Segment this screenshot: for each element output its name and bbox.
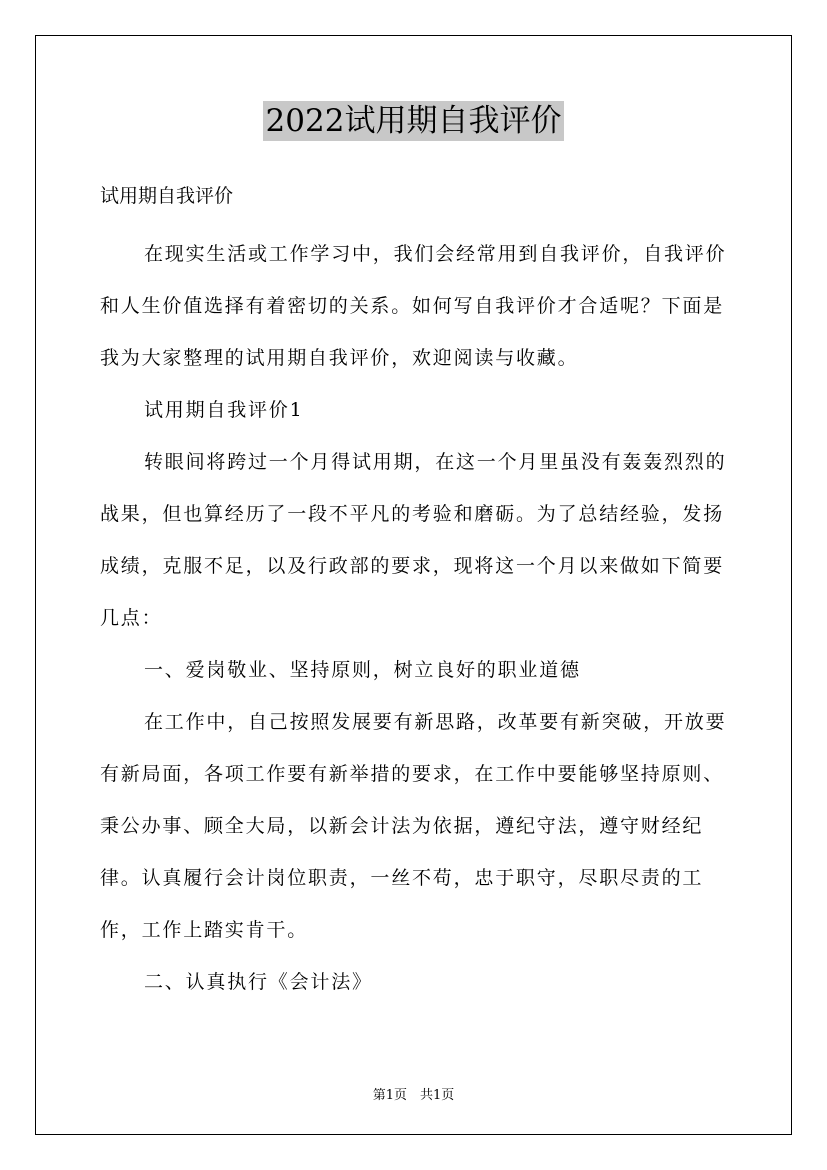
document-title-wrapper [0,100,827,142]
document-title: 2022试用期自我评价 [263,101,565,141]
page-footer: 第1页 共1页 [372,1088,455,1103]
document-body [100,228,740,1008]
paragraph: 转眼间将跨过一个月得试用期，在这一个月里虽没有轰轰烈烈的战果，但也算经历了一段不平凡的考验和磨砺。为了总结经验，发扬成绩，克服不足，以及行政部的要求，现将这一个月以来做如下简要几点： [100,451,727,629]
document-subtitle: 试用期自我评价 [100,185,234,207]
section-heading: 试用期自我评价1 [144,399,304,421]
section-heading: 一、爱岗敬业、坚持原则，树立良好的职业道德 [144,659,581,681]
section-heading: 二、认真执行《会计法》 [144,971,373,993]
paragraph: 在工作中，自己按照发展要有新思路，改革要有新突破，开放要有新局面，各项工作要有新举措的要求，在工作中要能够坚持原则、秉公办事、顾全大局，以新会计法为依据，遵纪守法，遵守财经纪律。认真履行会计岗位职责，一丝不苟，忠于职守，尽职尽责的工作，工作上踏实肯干。 [100,711,727,941]
paragraph-intro: 在现实生活或工作学习中，我们会经常用到自我评价，自我评价和人生价值选择有着密切的关系。如何写自我评价才合适呢？下面是我为大家整理的试用期自我评价，欢迎阅读与收藏。 [100,243,727,369]
